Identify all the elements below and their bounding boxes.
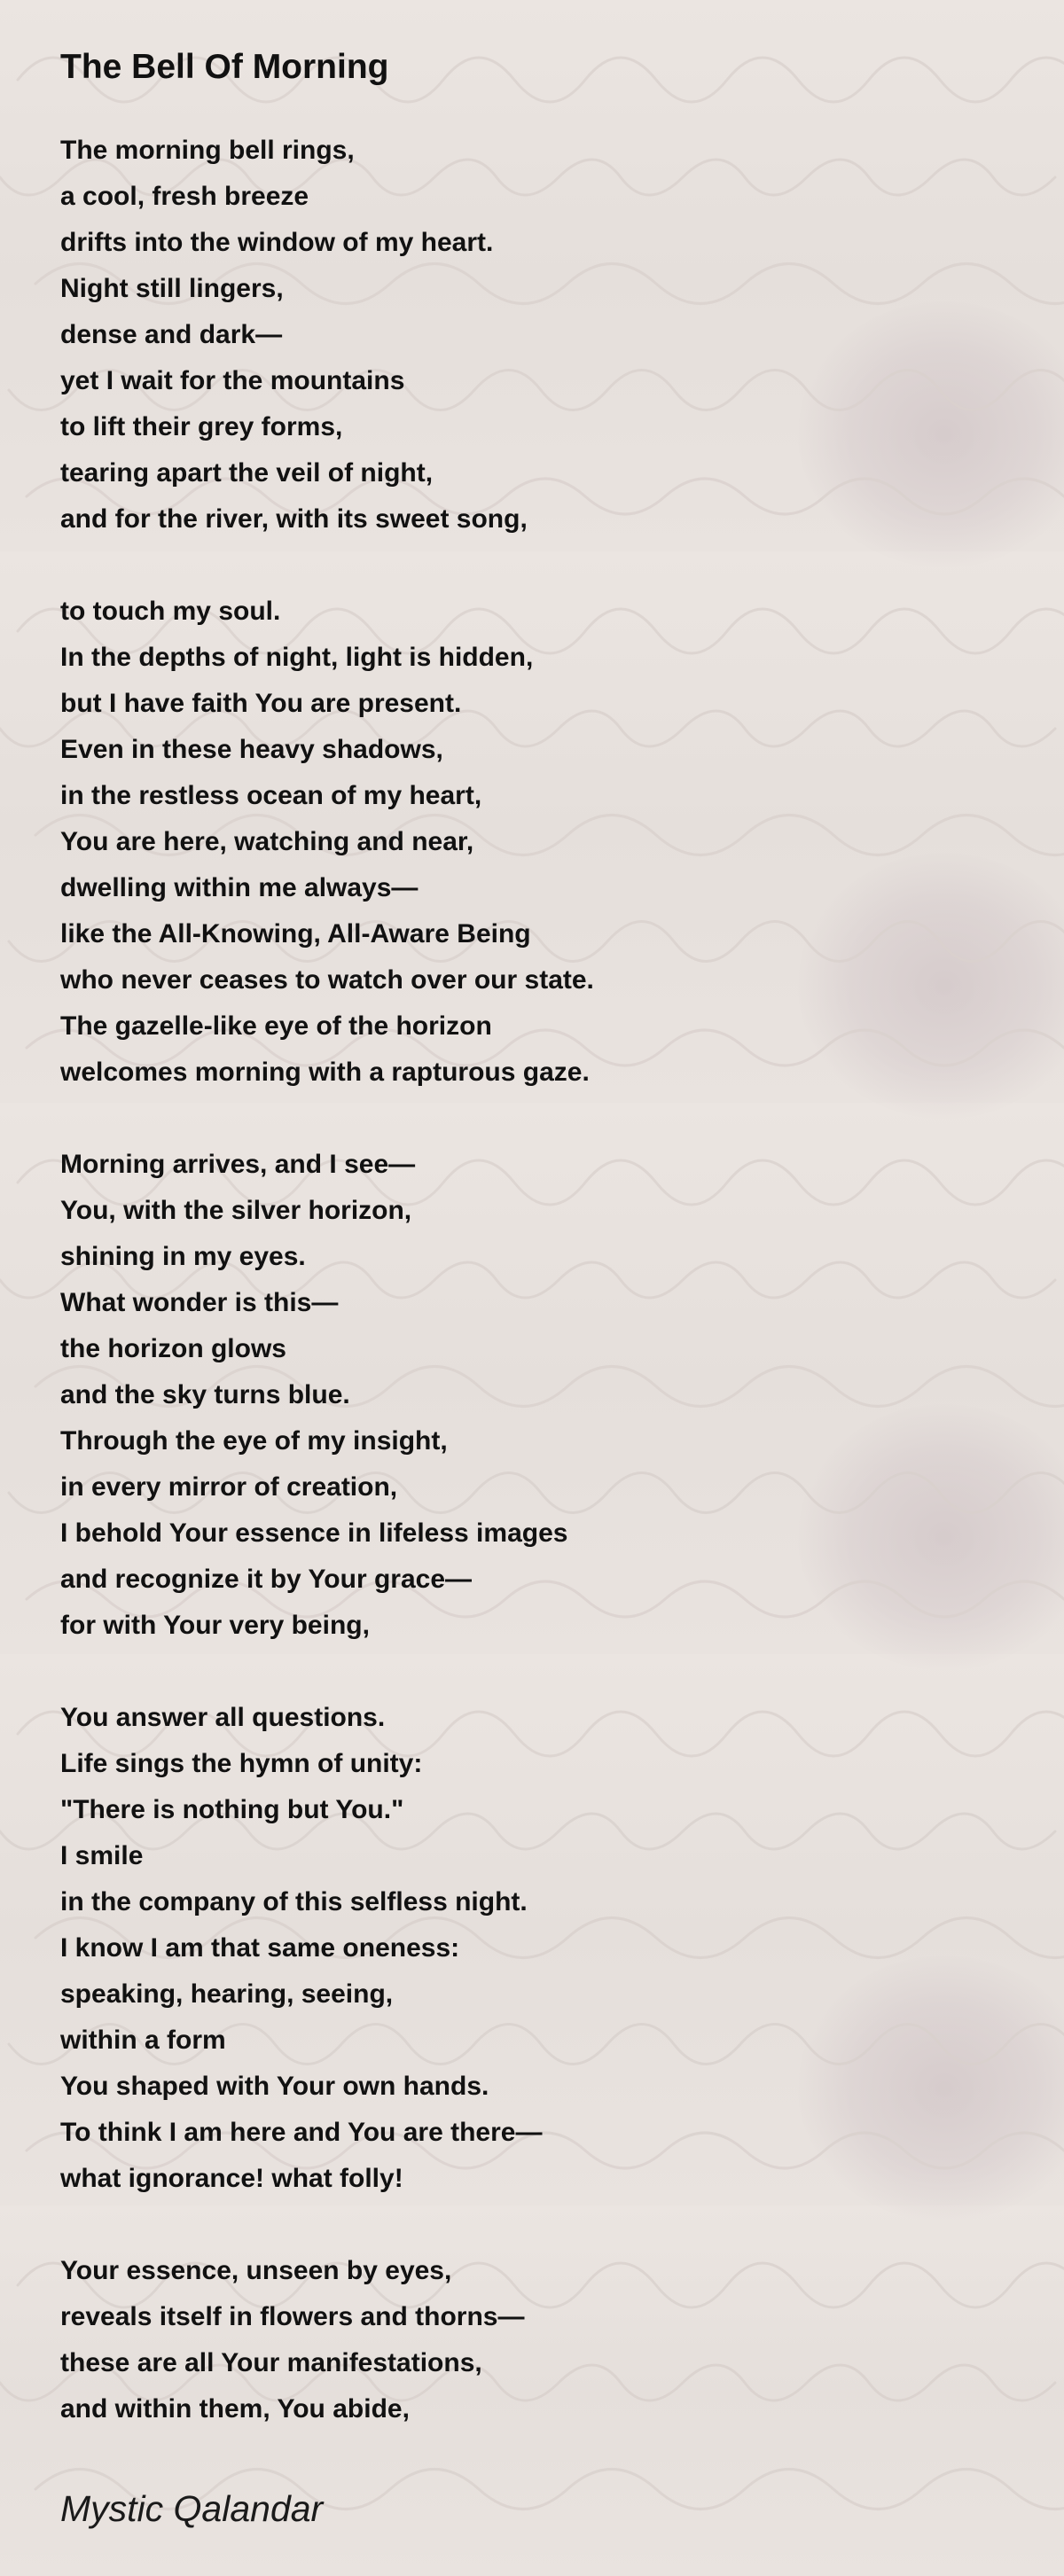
poem-line: for with Your very being,: [60, 1611, 370, 1640]
poem-line: who never ceases to watch over our state.: [60, 965, 594, 995]
poem-line: The morning bell rings,: [60, 136, 355, 165]
stanza-4: [60, 1695, 1000, 2202]
poem-line: tearing apart the veil of night,: [60, 458, 434, 488]
poem-line: dense and dark—: [60, 320, 283, 349]
poem-line: to touch my soul.: [60, 597, 281, 626]
poem-line: a cool, fresh breeze: [60, 182, 309, 211]
poem-line: yet I wait for the mountains: [60, 366, 405, 395]
poem-line: and the sky turns blue.: [60, 1380, 350, 1409]
poem-body: [60, 128, 1000, 2432]
poem-line: and recognize it by Your grace—: [60, 1565, 473, 1594]
poem-line: dwelling within me always—: [60, 873, 419, 902]
poem-line: Life sings the hymn of unity:: [60, 1749, 423, 1778]
poem-line: in the restless ocean of my heart,: [60, 781, 482, 810]
poem-line: welcomes morning with a rapturous gaze.: [60, 1058, 590, 1087]
poem-line: Even in these heavy shadows,: [60, 735, 443, 764]
poem-line: "There is nothing but You.": [60, 1795, 404, 1824]
poem-line: You, with the silver horizon,: [60, 1196, 412, 1225]
poem-line: You shaped with Your own hands.: [60, 2072, 489, 2101]
poem-line: these are all Your manifestations,: [60, 2348, 482, 2377]
poem-line: Night still lingers,: [60, 274, 284, 303]
poem-line: and within them, You abide,: [60, 2394, 410, 2424]
stanza-1: [60, 128, 1000, 543]
poem-line: Through the eye of my insight,: [60, 1426, 448, 1456]
poem-line: speaking, hearing, seeing,: [60, 1979, 394, 2009]
poem-card: [60, 44, 1000, 2533]
poem-line: In the depths of night, light is hidden,: [60, 643, 534, 672]
poem-title: The Bell Of Morning: [60, 48, 389, 86]
poem-line: reveals itself in flowers and thorns—: [60, 2302, 525, 2331]
poem-line: I behold Your essence in lifeless images: [60, 1518, 568, 1548]
poem-line: The gazelle-like eye of the horizon: [60, 1011, 492, 1041]
poem-line: in every mirror of creation,: [60, 1472, 398, 1502]
poem-line: To think I am here and You are there—: [60, 2118, 543, 2147]
poem-line: drifts into the window of my heart.: [60, 228, 494, 257]
poem-line: in the company of this selfless night.: [60, 1887, 528, 1916]
poem-line: Your essence, unseen by eyes,: [60, 2256, 452, 2285]
poem-line: You answer all questions.: [60, 1703, 386, 1732]
poem-line: You are here, watching and near,: [60, 827, 474, 856]
poem-line: like the All-Knowing, All-Aware Being: [60, 919, 531, 948]
poem-line: the horizon glows: [60, 1334, 286, 1363]
poem-author: Mystic Qalandar: [60, 2488, 324, 2529]
poem-line: Morning arrives, and I see—: [60, 1150, 416, 1179]
stanza-3: [60, 1142, 1000, 1649]
poem-line: shining in my eyes.: [60, 1242, 306, 1271]
poem-line: within a form: [60, 2026, 226, 2055]
poem-line: to lift their grey forms,: [60, 412, 343, 441]
stanza-5: [60, 2248, 1000, 2432]
poem-line: I know I am that same oneness:: [60, 1933, 460, 1963]
poem-line: what ignorance! what folly!: [60, 2164, 403, 2193]
stanza-2: [60, 589, 1000, 1096]
poem-line: but I have faith You are present.: [60, 689, 462, 718]
poem-line: What wonder is this—: [60, 1288, 339, 1317]
poem-line: I smile: [60, 1841, 144, 1870]
poem-line: and for the river, with its sweet song,: [60, 504, 528, 534]
